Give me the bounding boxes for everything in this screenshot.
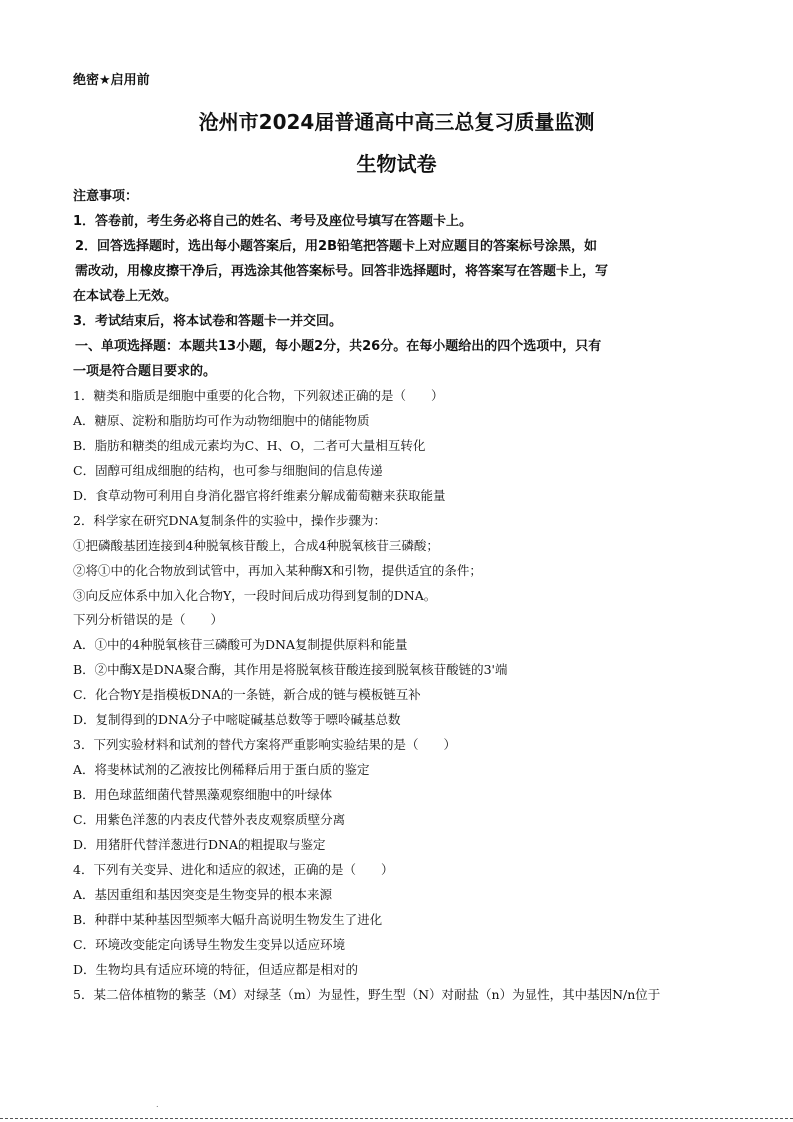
q3-stem: 3．下列实验材料和试剂的替代方案将严重影响实验结果的是（ ） xyxy=(73,737,456,752)
confidential-mark: 绝密★启用前 xyxy=(73,73,150,88)
q3-option-d: D．用猪肝代替洋葱进行DNA的粗提取与鉴定 xyxy=(73,837,326,852)
q1-option-b: B．脂肪和糖类的组成元素均为C、H、O，二者可大量相互转化 xyxy=(73,438,426,453)
note-item-2-line-2: 需改动，用橡皮擦干净后，再选涂其他答案标号。回答非选择题时，将答案写在答题卡上，写 xyxy=(75,264,609,279)
q4-stem: 4．下列有关变异、进化和适应的叙述，正确的是（ ） xyxy=(73,862,394,877)
q2-step-1: ①把磷酸基团连接到4种脱氧核苷酸上，合成4种脱氧核苷三磷酸； xyxy=(73,538,439,553)
page-bottom-divider xyxy=(0,1118,793,1119)
q2-question: 下列分析错误的是（ ） xyxy=(73,612,224,627)
q4-option-c: C．环境改变能定向诱导生物发生变异以适应环境 xyxy=(73,937,346,952)
q4-option-d: D．生物均具有适应环境的特征，但适应都是相对的 xyxy=(73,962,359,977)
note-item-2-line-3: 在本试卷上无效。 xyxy=(73,289,178,304)
q1-option-c: C．固醇可组成细胞的结构，也可参与细胞间的信息传递 xyxy=(73,463,383,478)
page-dot: . xyxy=(156,1100,159,1109)
q3-option-b: B．用色球蓝细菌代替黑藻观察细胞中的叶绿体 xyxy=(73,787,333,802)
q3-option-a: A．将斐林试剂的乙液按比例稀释后用于蛋白质的鉴定 xyxy=(73,762,370,777)
note-item-2-line-1: 2．回答选择题时，选出每小题答案后，用2B铅笔把答题卡上对应题目的答案标号涂黑，如 xyxy=(75,239,598,254)
notes-heading: 注意事项： xyxy=(73,189,139,204)
exam-title: 沧州市2024届普通高中高三总复习质量监测 xyxy=(198,110,595,134)
q2-option-c: C．化合物Y是指模板DNA的一条链，新合成的链与模板链互补 xyxy=(73,687,421,702)
q2-step-3: ③向反应体系中加入化合物Y，一段时间后成功得到复制的DNA。 xyxy=(73,588,437,603)
q2-stem: 2．科学家在研究DNA复制条件的实验中，操作步骤为： xyxy=(73,513,386,528)
note-item-3: 3．考试结束后，将本试卷和答题卡一并交回。 xyxy=(73,314,343,329)
q2-option-a: A．①中的4种脱氧核苷三磷酸可为DNA复制提供原料和能量 xyxy=(73,637,408,652)
q4-option-b: B．种群中某种基因型频率大幅升高说明生物发生了进化 xyxy=(73,912,383,927)
section-heading-line-2: 一项是符合题目要求的。 xyxy=(73,364,217,379)
q2-option-b: B．②中酶X是DNA聚合酶，其作用是将脱氧核苷酸连接到脱氧核苷酸链的3'端 xyxy=(73,662,508,677)
q2-option-d: D．复制得到的DNA分子中嘧啶碱基总数等于嘌呤碱基总数 xyxy=(73,712,401,727)
q2-step-2: ②将①中的化合物放到试管中，再加入某种酶X和引物，提供适宜的条件； xyxy=(73,563,482,578)
q1-option-a: A．糖原、淀粉和脂肪均可作为动物细胞中的储能物质 xyxy=(73,413,370,428)
section-heading-line-1: 一、单项选择题：本题共13小题，每小题2分，共26分。在每小题给出的四个选项中，只有 xyxy=(75,339,602,354)
q1-option-d: D．食草动物可利用自身消化器官将纤维素分解成葡萄糖来获取能量 xyxy=(73,488,446,503)
q5-stem: 5．某二倍体植物的紫茎（M）对绿茎（m）为显性，野生型（N）对耐盐（n）为显性，其中基因N/n位于 xyxy=(73,987,661,1002)
q4-option-a: A．基因重组和基因突变是生物变异的根本来源 xyxy=(73,887,333,902)
q1-stem: 1．糖类和脂质是细胞中重要的化合物，下列叙述正确的是（ ） xyxy=(73,388,444,403)
exam-subtitle: 生物试卷 xyxy=(356,152,437,176)
q3-option-c: C．用紫色洋葱的内表皮代替外表皮观察质壁分离 xyxy=(73,812,346,827)
note-item-1: 1．答卷前，考生务必将自己的姓名、考号及座位号填写在答题卡上。 xyxy=(73,214,473,229)
